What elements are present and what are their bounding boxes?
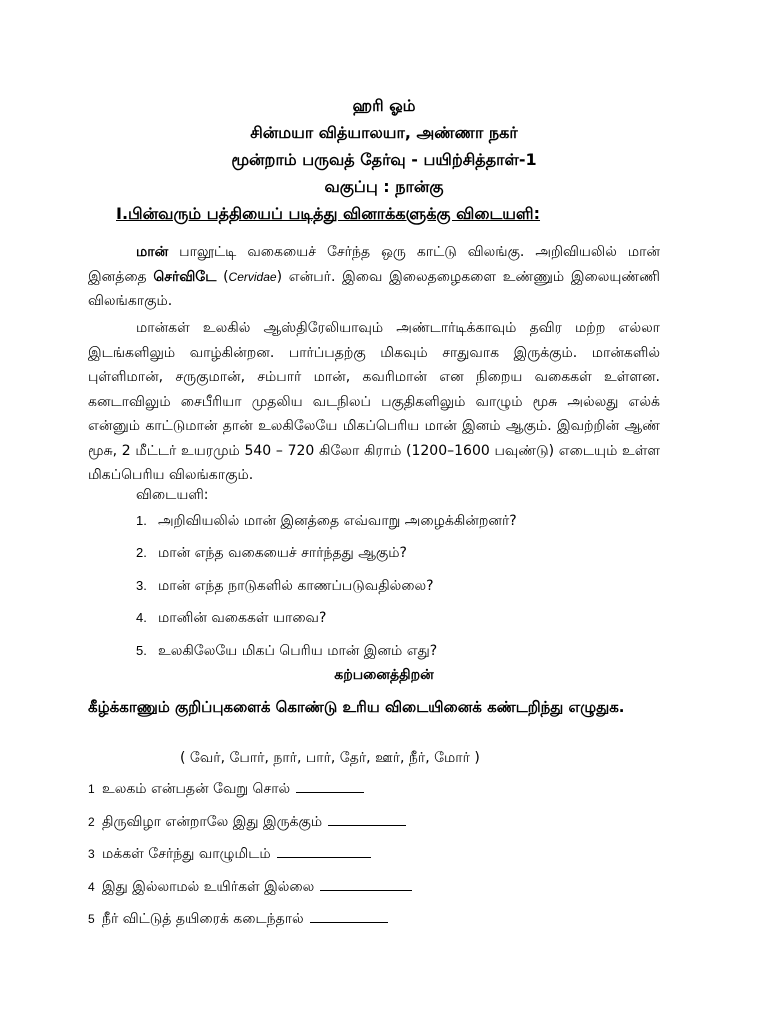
scientific-name: Cervidae bbox=[228, 269, 277, 284]
question-number: 3. bbox=[136, 577, 147, 593]
question-number: 5. bbox=[136, 642, 147, 658]
section2-instruction: கீழ்க்காணும் குறிப்புகளைக் கொண்டு உரிய விடையினைக் கண்டறிந்து எழுதுக. bbox=[88, 698, 625, 716]
fill-number: 2 bbox=[88, 814, 95, 829]
question-item bbox=[136, 610, 517, 642]
passage-text: பாலூட்டி வகையைச் சேர்ந்த ஒரு காட்டு விலங்கு. அறிவியலில் மான் இனத்தை bbox=[88, 244, 660, 285]
exam-title: மூன்றாம் பருவத் தேர்வு - பயிற்சித்தாள்-1 bbox=[231, 150, 537, 169]
question-item bbox=[136, 578, 517, 610]
question-text: மான் எந்த வகையைச் சார்ந்தது ஆகும்? bbox=[158, 545, 407, 562]
passage-text: ) என்பர். இவை இலைதழைகளை உண்ணும் இலையுண்ணி விலங்காகும். bbox=[88, 268, 660, 309]
section1-title: I.பின்வரும் பத்தியைப் படித்து வினாக்களுக்கு விடையளி: bbox=[116, 204, 541, 223]
answer-blank[interactable] bbox=[277, 843, 371, 858]
fill-item bbox=[88, 778, 412, 811]
passage-text: ( bbox=[216, 268, 229, 285]
question-item bbox=[136, 545, 517, 577]
question-text: அறிவியலில் மான் இனத்தை எவ்வாறு அழைக்கின்றனர்? bbox=[158, 513, 517, 529]
question-text: உலகிலேயே மிகப் பெரிய மான் இனம் எது? bbox=[158, 642, 438, 659]
passage-keyword-cervidae-tamil: செர்விடே bbox=[153, 268, 217, 285]
fill-text: நீர் விட்டுத் தயிரைக் கடைந்தால் bbox=[102, 911, 304, 928]
class-label: வகுப்பு : நான்கு bbox=[324, 177, 444, 196]
answer-blank[interactable] bbox=[328, 811, 406, 826]
fill-text: திருவிழா என்றாலே இது இருக்கும் bbox=[102, 813, 323, 830]
answer-blank[interactable] bbox=[296, 778, 364, 793]
fill-item bbox=[88, 843, 412, 876]
school-name: சின்மயா வித்யாலயா, அண்ணா நகர் bbox=[250, 123, 518, 142]
question-text: மான் எந்த நாடுகளில் காணப்படுவதில்லை? bbox=[158, 577, 434, 594]
fill-item bbox=[88, 811, 412, 844]
word-bank: ( வேர், போர், நார், பார், தேர், ஊர், நீர், மோர் ) bbox=[180, 750, 480, 766]
question-item bbox=[136, 513, 517, 545]
fill-number: 4 bbox=[88, 879, 95, 894]
fill-text: மக்கள் சேர்ந்து வாழுமிடம் bbox=[102, 846, 271, 863]
fill-item bbox=[88, 876, 412, 909]
question-text: மானின் வகைகள் யாவை? bbox=[158, 610, 327, 627]
question-number: 1. bbox=[136, 513, 147, 528]
question-number: 2. bbox=[136, 545, 147, 561]
question-number: 4. bbox=[136, 610, 147, 626]
section2-title: கற்பனைத்திறன் bbox=[334, 667, 434, 683]
answer-blank[interactable] bbox=[310, 908, 388, 923]
header-blessing: ஹரி ஓம் bbox=[352, 96, 416, 115]
fill-number: 1 bbox=[88, 782, 95, 796]
passage-paragraph-1 bbox=[88, 240, 660, 314]
fill-number: 5 bbox=[88, 912, 95, 927]
fill-item bbox=[88, 908, 412, 941]
answers-label: விடையளி: bbox=[136, 487, 209, 503]
question-list bbox=[136, 513, 517, 675]
passage-text: மான்கள் உலகில் ஆஸ்திரேலியாவும் அண்டார்டிக்காவும் தவிர மற்ற எல்லா இடங்களிலும் வாழ்கின்றன. பார்ப்பதற்கு மிகவும் சாதுவாக இருக்கும். மான்களில் புள்ளிமான், சருகுமான், சம்பார் மான், கவரிமான் என நிறைய வகைகள் உள்ளன. கனடாவிலும் சைபீரியா முதலிய வடநிலப் பகுதிகளிலும் வாழும் மூசு அல்லது எல்க் என்னும் காட்டுமான் தான் உலகிலேயே மிகப்பெரிய மான் இனம் ஆகும். இவற்றின் ஆண் மூசு, 2 மீட்டர் உயரமும் 540 – 720 கிலோ கிராம் (1200–1600 பவுண்டு) எடையும் உள்ள மிகப்பெரிய விலங்காகும். bbox=[88, 320, 660, 483]
fill-number: 3 bbox=[88, 847, 95, 862]
passage-keyword-deer: மான் bbox=[136, 244, 169, 260]
passage-paragraph-2 bbox=[88, 316, 660, 488]
answer-blank[interactable] bbox=[320, 876, 412, 891]
fill-in-list bbox=[88, 778, 412, 941]
fill-text: உலகம் என்பதன் வேறு சொல் bbox=[102, 781, 291, 797]
fill-text: இது இல்லாமல் உயிர்கள் இல்லை bbox=[102, 878, 315, 895]
